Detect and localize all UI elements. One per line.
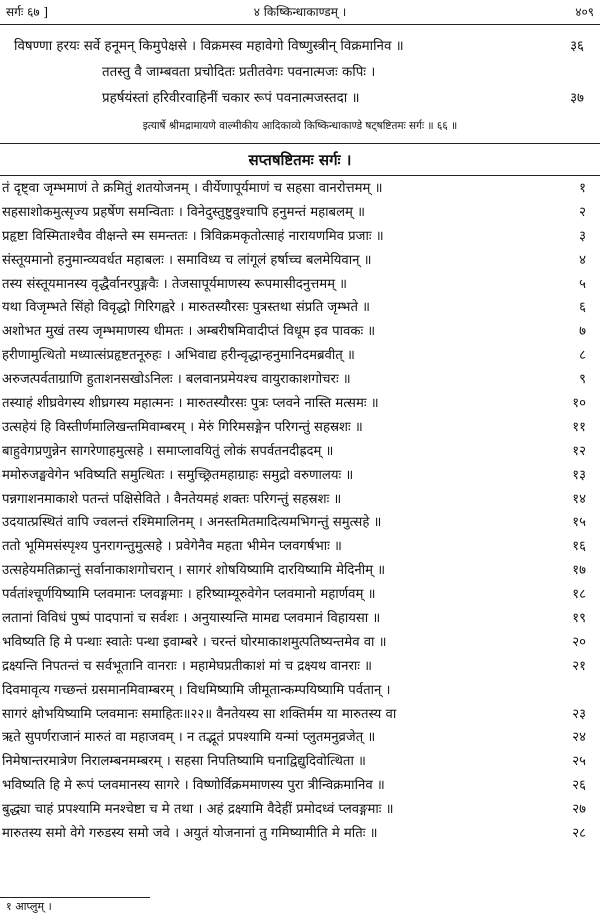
verse-number: २ [579, 204, 586, 220]
verse-number: २८ [572, 826, 586, 842]
verse-text: द्रक्ष्यन्ति निपतन्तं च सर्वभूतानि वानराः । महामेघप्रतीकाशं मां च द्रक्ष्यथ वानराः ॥ [2, 658, 373, 674]
colophon-rule [0, 143, 600, 144]
verse-number: १९ [572, 611, 586, 627]
verse-line [0, 177, 600, 201]
verse-number: १ [579, 181, 586, 196]
verse-text: संस्तूयमानो हनुमान्व्यवर्धत महाबलः । समाविध्य च लांगूलं हर्षाच्च बलमेयिवान् ॥ [2, 252, 372, 268]
verse-text: मारुतस्य समो वेगे गरुडस्य समो जवे । अयुतं योजनानां तु गमिष्यामीति मे मतिः ॥ [2, 826, 378, 842]
title-rule [0, 175, 600, 176]
verse-text: उदयात्प्रस्थितं वापि ज्वलन्तं रश्मिमालिनम् । अनस्तमितमादित्यमभिगन्तुं समुत्सहे ॥ [2, 515, 382, 531]
verse-number: २१ [572, 658, 586, 674]
verse-text: ततस्तु वै जाम्बवता प्रचोदितः प्रतीतवेगः पवनात्मजः कपिः । [102, 65, 376, 80]
verse-text: उत्सहेयं हि विस्तीर्णमालिखन्तमिवाम्बरम् । मेरुं गिरिमसङ्गेन परिगन्तुं सहस्रशः ॥ [2, 419, 363, 435]
verse-line [0, 726, 600, 750]
verse-text: निमेषान्तरमात्रेण निरालम्बनमम्बरम् । सहसा निपतिष्यामि घनाद्विद्युदिवोत्थिता ॥ [2, 754, 366, 770]
verse-number: ६ [579, 300, 586, 316]
verse-number: ७ [579, 324, 586, 340]
verse-line [0, 273, 600, 297]
verse-number: १७ [572, 563, 586, 579]
verse-list [0, 177, 600, 846]
verse-text: लतानां विविधं पुष्पं पादपानां च सर्वशः । अनुयास्यन्ति मामद्य प्लवमानं विहायसा ॥ [2, 611, 381, 627]
verse-number: ३ [579, 228, 586, 244]
verse-line [0, 60, 600, 86]
verse-text: उत्सहेयमतिक्रान्तुं सर्वानाकाशगोचरान् । सागरं शोषयिष्यामि दारयिष्यामि मेदिनीम् ॥ [2, 563, 386, 579]
verse-number: २० [572, 634, 586, 650]
verse-line [0, 34, 600, 60]
verse-line [0, 631, 600, 655]
verse-line [0, 822, 600, 846]
previous-sarga-ending [0, 34, 600, 112]
verse-number: २४ [572, 730, 586, 746]
verse-text: ममोरुजङ्घवेगेन भविष्यति समुत्थितः । समुच्छ्रितमहाग्राहः समुद्रो वरुणालयः ॥ [2, 467, 354, 483]
verse-text: बाहुवेगप्रणुन्नेन सागरेणाहमुत्सहे । समाप्लावयितुं लोकं सपर्वतनदीह्रदम् ॥ [2, 443, 334, 459]
verse-line [0, 559, 600, 583]
verse-text: अशोभत मुखं तस्य जृम्भमाणस्य धीमतः । अम्बरीषमिवादीप्तं विधूम इव पावकः ॥ [2, 324, 376, 340]
verse-line [0, 750, 600, 774]
verse-line [0, 535, 600, 559]
verse-text: प्रहृष्टा विस्मिताश्चैव वीक्षन्ते स्म समन्ततः । त्रिविक्रमकृतोत्साहं नारायणमिव प्रजाः ॥ [2, 228, 384, 244]
verse-line [0, 703, 600, 727]
verse-text: तस्याहं शीघ्रवेगस्य शीघ्रगस्य महात्मनः । मारुतस्यौरसः पुत्रः प्लवने नास्ति मत्समः ॥ [2, 396, 379, 412]
verse-line [0, 320, 600, 344]
running-header [0, 2, 600, 22]
verse-number: ९ [579, 372, 586, 388]
verse-text: यथा विजृम्भते सिंहो विवृद्धो गिरिगह्वरे । मारुतस्यौरसः पुत्रस्तथा संप्रति जृम्भते ॥ [2, 300, 371, 316]
verse-number: १५ [572, 515, 586, 531]
colophon: इत्यार्षे श्रीमद्रामायणे वाल्मीकीय आदिकाव्ये किष्किन्धाकाण्डे षट्षष्टितमः सर्गः ॥ ६६ ॥ [142, 120, 458, 132]
verse-line [0, 368, 600, 392]
page-number: ४०९ [575, 5, 594, 19]
verse-line [0, 511, 600, 535]
verse-number: २७ [572, 802, 586, 818]
verse-text: अरुजत्पर्वताग्राणि हुताशनसखोऽनिलः । बलवानप्रमेयश्च वायुराकाशगोचरः ॥ [2, 372, 351, 388]
verse-line [0, 86, 600, 112]
verse-number: १६ [572, 539, 586, 555]
verse-text: भविष्यति हि मे रूपं प्लवमानस्य सागरे । विष्णोर्विक्रममाणस्य पुरा त्रीन्विक्रमानिव ॥ [2, 778, 385, 794]
verse-line [0, 655, 600, 679]
verse-number: १० [572, 396, 586, 412]
verse-text: प्रहर्षयंस्तां हरिवीरवाहिनीं चकार रूपं पवनात्मजस्तदा ॥ [102, 91, 360, 106]
verse-text: भविष्यति हि मे पन्थाः स्वातेः पन्था इवाम्बरे । चरन्तं घोरमाकाशमुत्पतिष्यन्तमेव वा ॥ [2, 634, 387, 650]
header-sarga-number: सर्गः ६७ ] [6, 5, 49, 19]
verse-text: ऋते सुपर्णराजानं मारुतं वा महाजवम् । न तद्भूतं प्रपश्यामि यन्मां प्लुतमनुव्रजेत् ॥ [2, 730, 376, 746]
verse-number: ४ [579, 252, 586, 268]
verse-number: ३७ [570, 91, 584, 106]
verse-line [0, 296, 600, 320]
verse-line [0, 607, 600, 631]
verse-line [0, 798, 600, 822]
verse-line [0, 249, 600, 273]
verse-line [0, 225, 600, 249]
verse-line [0, 464, 600, 488]
verse-number: २५ [572, 754, 586, 770]
verse-line [0, 774, 600, 798]
verse-line [0, 392, 600, 416]
verse-line [0, 416, 600, 440]
verse-line [0, 201, 600, 225]
footnote: १ आप्लुम् । [6, 900, 52, 913]
verse-number: १८ [572, 587, 586, 603]
verse-text: तस्य संस्तूयमानस्य वृद्धैर्वानरपुङ्गवैः । तेजसापूर्यमाणस्य रूपमासीदनुत्तमम् ॥ [2, 276, 348, 292]
header-rule [0, 24, 600, 25]
verse-number: १४ [572, 491, 586, 507]
verse-text: विषण्णा हरयः सर्वे हनूमन् किमुपेक्षसे । विक्रमस्व महावेगो विष्णुस्त्रीन् विक्रमानिव ॥ [14, 39, 404, 54]
verse-text: तं दृष्ट्वा जृम्भमाणं ते क्रमितुं शतयोजनम् । वीर्येणापूर्यमाणं च सहसा वानरोत्तमम् ॥ [2, 181, 383, 196]
sarga-title: सप्तषष्टितमः सर्गः । [248, 151, 352, 169]
verse-line [0, 583, 600, 607]
verse-number: १२ [572, 443, 586, 459]
verse-text: पर्वतांश्चूर्णयिष्यामि प्लवमानः प्लवङ्गमाः । हरिष्याम्यूरुवेगेन प्लवमानो महार्णवम् ॥ [2, 587, 376, 603]
verse-number: २६ [572, 778, 586, 794]
verse-text: बुद्ध्या चाहं प्रपश्यामि मनश्चेष्टा च मे तथा । अहं द्रक्ष्यामि वैदेहीं प्रमोदध्वं प्लवङ्गमाः ॥ [2, 802, 394, 818]
verse-number: ३६ [570, 39, 584, 54]
verse-line [0, 344, 600, 368]
verse-text: हरीणामुत्थितो मध्यात्संप्रहृष्टतनूरुहः । अभिवाद्य हरीन्वृद्धान्हनुमानिदमब्रवीत् ॥ [2, 348, 355, 364]
verse-text: पन्नगाशनमाकाशे पतन्तं पक्षिसेविते । वैनतेयमहं शक्तः परिगन्तुं सहस्रशः ॥ [2, 491, 342, 507]
header-kanda-title: ४ किष्किन्धाकाण्डम् । [253, 5, 347, 19]
verse-number: ५ [579, 276, 586, 292]
verse-text: ततो भूमिमसंस्पृश्य पुनरागन्तुमुत्सहे । प्रवेगेनैव महता भीमेन प्लवगर्षभाः ॥ [2, 539, 342, 555]
verse-text: सहसाशोकमुत्सृज्य प्रहर्षेण समन्विताः । विनेदुस्तुष्टुवुश्चापि हनुमन्तं महाबलम् ॥ [2, 204, 366, 220]
verse-line [0, 440, 600, 464]
verse-number: १३ [572, 467, 586, 483]
verse-line [0, 679, 600, 703]
verse-text: सागरं क्षोभयिष्यामि प्लवमानः समाहितः॥२२॥ वैनतेयस्य सा शक्तिर्मम या मारुतस्य वा [2, 706, 397, 722]
verse-number: २३ [572, 706, 586, 722]
verse-number: ११ [572, 419, 586, 435]
verse-number: ८ [579, 348, 586, 364]
verse-text: दिवमावृत्य गच्छन्तं ग्रसमानमिवाम्बरम् । विधमिष्यामि जीमूतान्कम्पयिष्यामि पर्वतान् । [2, 682, 391, 698]
verse-line [0, 488, 600, 512]
